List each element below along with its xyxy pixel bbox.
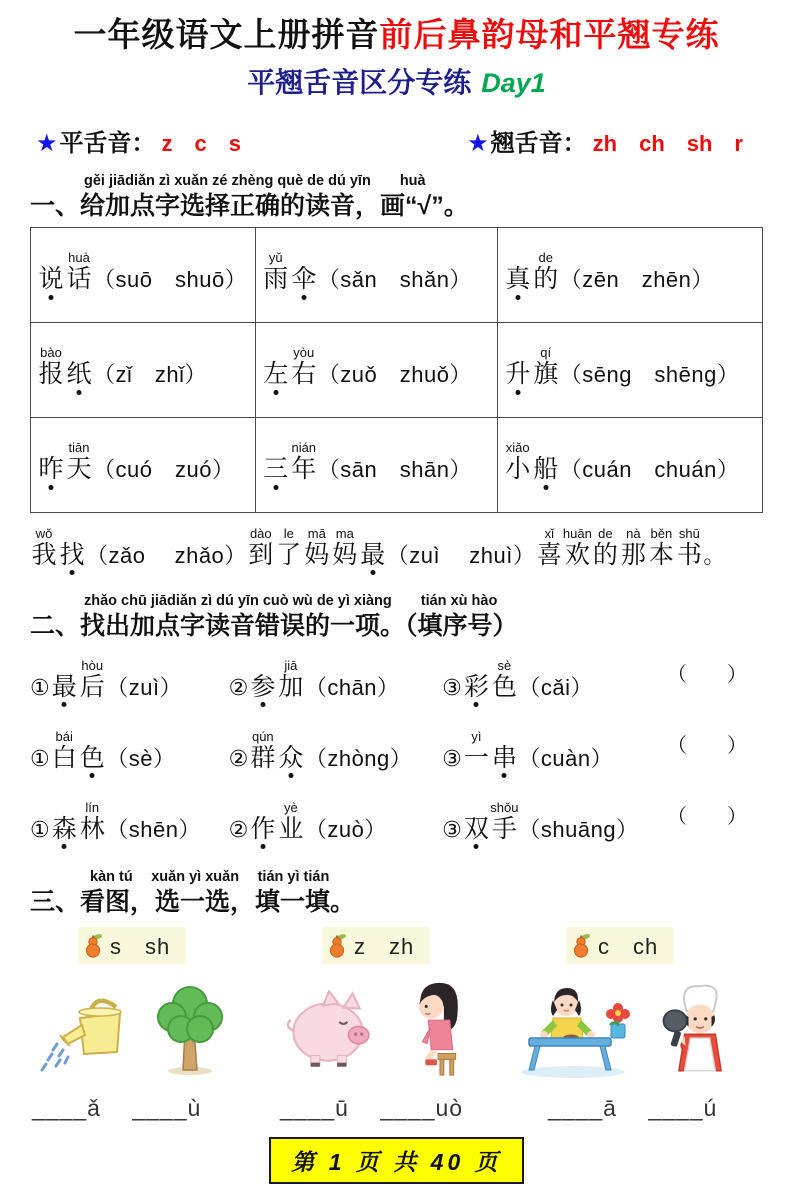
- chef-image: [652, 978, 748, 1080]
- hanzi-char: 群 qún: [250, 728, 276, 772]
- answer-blank: （ ）: [667, 805, 747, 828]
- pinyin-annotation: yì: [471, 728, 482, 744]
- table-cell: [255, 227, 497, 322]
- hanzi-char: 说: [37, 265, 65, 294]
- legend-curl-letters: zh ch sh r: [592, 130, 743, 156]
- legend-flat-tongue: [36, 123, 241, 158]
- emphasis-dot: [515, 295, 520, 300]
- hanzi-char: 纸: [65, 360, 93, 389]
- hanzi-char: 本 běn: [648, 525, 674, 569]
- hanzi-char: 双: [462, 815, 490, 844]
- emphasis-dot: [502, 773, 507, 778]
- text-run: （chān）: [304, 674, 400, 700]
- hanzi-char: 参: [249, 673, 277, 702]
- hanzi-char: 小 xiǎo: [505, 440, 531, 484]
- pinyin-annotation: běn: [650, 525, 673, 541]
- hanzi-char: 到 dào: [248, 525, 274, 569]
- pinyin-annotation: sè: [497, 657, 512, 673]
- text-run: （zhòng）: [304, 745, 413, 771]
- text-run: （cuàn）: [518, 745, 614, 771]
- hanzi-char: 三: [262, 455, 290, 484]
- gourd-icon: [570, 932, 592, 959]
- text-run: （suō shuō）: [93, 267, 248, 293]
- table-cell: [31, 227, 256, 322]
- pinyin-annotation: ma: [335, 525, 354, 541]
- choice-item: [30, 728, 229, 773]
- pinyin-annotation: qún: [251, 728, 274, 744]
- hanzi-char: 森: [50, 815, 78, 844]
- choice-item: [228, 657, 443, 702]
- page-subtitle: [30, 68, 763, 99]
- pinyin-annotation: xǐ: [544, 525, 555, 541]
- hanzi-char: 妈 mā: [304, 525, 330, 569]
- hanzi-char: 报 bào: [38, 345, 64, 389]
- table-cell: [31, 322, 256, 417]
- text-run: 。: [703, 542, 726, 568]
- pinyin-annotation: qí: [540, 345, 552, 361]
- section-2-heading: 二、找出加点字读音错误的一项。（填序号）: [30, 611, 518, 640]
- star-icon: ★: [36, 129, 58, 157]
- subtitle-main: 平翘舌音区分专练: [247, 66, 472, 98]
- hanzi-char: 串: [490, 744, 518, 773]
- pictures: [274, 972, 518, 1080]
- table-cell: [31, 417, 256, 512]
- page-title: [30, 16, 763, 54]
- table-cell: [497, 322, 762, 417]
- pinyin-annotation: hòu: [81, 657, 104, 673]
- text-run: （shuāng）: [518, 816, 639, 842]
- choice-item: [442, 657, 667, 702]
- text-run: （cuán chuán）: [559, 457, 740, 483]
- text-run: ②: [228, 816, 249, 842]
- emphasis-dot: [70, 570, 75, 575]
- hanzi-char: 喜 xǐ: [536, 525, 562, 569]
- emphasis-dot: [49, 485, 54, 490]
- pinyin-annotation: de: [538, 250, 553, 266]
- choice-row-2: [30, 722, 763, 783]
- text-run: ②: [228, 674, 249, 700]
- choice-letters: c ch: [598, 933, 659, 959]
- pinyin-annotation: yè: [283, 799, 298, 815]
- text-run: （zuì）: [106, 674, 183, 700]
- fill-blanks: ____ǎ ____ù: [32, 1094, 202, 1121]
- legend-flat-label: 平舌音：: [59, 129, 156, 157]
- choice-letters: z zh: [354, 933, 415, 959]
- pinyin-annotation: xiǎo: [505, 440, 530, 456]
- hanzi-char: 了 le: [276, 525, 302, 569]
- hanzi-char: 色 sè: [491, 657, 517, 701]
- hanzi-char: 最: [359, 541, 387, 570]
- picture-group-s-sh: [30, 927, 274, 1123]
- text-run: （sān shān）: [317, 457, 472, 483]
- text-run: （cǎi）: [518, 674, 594, 700]
- emphasis-dot: [49, 295, 54, 300]
- gourd-icon: [326, 932, 348, 959]
- pinyin-annotation: le: [283, 525, 294, 541]
- pinyin-annotation: mā: [307, 525, 326, 541]
- gourd-icon: [82, 932, 104, 959]
- question-table: [30, 227, 763, 513]
- emphasis-dot: [62, 844, 67, 849]
- hanzi-char: 一 yì: [463, 728, 489, 772]
- hanzi-char: 业 yè: [278, 799, 304, 843]
- pictures: [518, 972, 762, 1080]
- tree-image: [140, 980, 240, 1080]
- pinyin-annotation: shǒu: [490, 799, 519, 815]
- emphasis-dot: [90, 773, 95, 778]
- hanzi-char: 色: [78, 744, 106, 773]
- choice-item: [442, 799, 667, 844]
- hanzi-char: 船: [532, 455, 560, 484]
- hanzi-char: 我 wǒ: [31, 525, 57, 569]
- table-cell: [497, 227, 762, 322]
- choice-item: [442, 728, 667, 773]
- hanzi-char: 白 bái: [51, 728, 77, 772]
- text-run: （zǐ zhǐ）: [93, 362, 208, 388]
- pinyin-annotation: nián: [291, 440, 317, 456]
- watering-can-image: [32, 980, 132, 1080]
- text-run: （sǎn shǎn）: [317, 267, 472, 293]
- pinyin-annotation: de: [598, 525, 613, 541]
- hanzi-char: 书 shū: [676, 525, 702, 569]
- table-cell: [255, 322, 497, 417]
- picture-group-z-zh: [274, 927, 518, 1123]
- pinyin-annotation: bào: [40, 345, 62, 361]
- page-title-red: 前后鼻韵母和平翘专练: [379, 16, 720, 53]
- choice-item: [228, 728, 443, 773]
- choice-item: [30, 799, 229, 844]
- hanzi-char: 年 nián: [291, 440, 317, 484]
- table-cell: [255, 417, 497, 512]
- hanzi-char: 彩: [462, 673, 490, 702]
- section-3-heading: 三、看图，选一选，填一填。: [30, 887, 356, 916]
- pinyin-annotation: wǒ: [35, 525, 53, 541]
- hanzi-char: 手 shǒu: [490, 799, 519, 843]
- hanzi-char: 左: [262, 360, 290, 389]
- wiping-girl-image: [510, 980, 642, 1080]
- emphasis-dot: [288, 773, 293, 778]
- text-run: ③: [442, 745, 463, 771]
- page-title-black: 一年级语文上册拼音: [73, 16, 380, 53]
- subtitle-day: Day1: [481, 67, 546, 98]
- hanzi-char: 旗 qí: [533, 345, 559, 389]
- fill-blanks: ____ā ____ú: [548, 1094, 718, 1121]
- text-run: （zuò）: [304, 816, 387, 842]
- hanzi-char: 最: [50, 673, 78, 702]
- choice-box: [322, 927, 430, 964]
- section-3-pinyin: kàn tú xuǎn yì xuǎn tián yì tián: [90, 868, 330, 885]
- page-footer: [30, 1137, 763, 1184]
- hanzi-char: 找: [58, 541, 86, 570]
- text-run: ②: [228, 745, 249, 771]
- choice-row-3: [30, 793, 763, 854]
- sentence-question: [30, 523, 763, 578]
- choice-item: [228, 799, 443, 844]
- pinyin-annotation: huān: [562, 525, 592, 541]
- emphasis-dot: [62, 702, 67, 707]
- table-cell: [497, 417, 762, 512]
- choice-row-1: [30, 651, 763, 712]
- table-row: [31, 227, 763, 322]
- text-run: （shēn）: [106, 816, 201, 842]
- table-row: [31, 417, 763, 512]
- pinyin-annotation: lín: [85, 799, 100, 815]
- emphasis-dot: [543, 485, 548, 490]
- text-run: （zuì zhuì）: [386, 542, 536, 568]
- answer-blank: （ ）: [667, 663, 747, 686]
- fill-blanks: ____ū ____uò: [280, 1094, 464, 1121]
- text-run: （zuǒ zhuǒ）: [317, 362, 472, 388]
- star-icon: ★: [467, 129, 489, 157]
- picture-groups: [30, 927, 763, 1123]
- pinyin-annotation: shū: [678, 525, 700, 541]
- emphasis-dot: [77, 390, 82, 395]
- hanzi-char: 众: [277, 744, 305, 773]
- hanzi-char: 妈 ma: [332, 525, 358, 569]
- emphasis-dot: [515, 390, 520, 395]
- pig-image: [274, 978, 376, 1080]
- text-run: ①: [30, 816, 51, 842]
- emphasis-dot: [260, 702, 265, 707]
- hanzi-char: 右 yòu: [291, 345, 317, 389]
- hanzi-char: 的 de: [592, 525, 618, 569]
- pinyin-annotation: jiā: [284, 657, 298, 673]
- legend-curl-label: 翘舌音：: [490, 129, 587, 157]
- text-run: （sè）: [106, 745, 176, 771]
- hanzi-char: 雨 yǔ: [263, 250, 289, 294]
- hanzi-char: 那 nà: [620, 525, 646, 569]
- emphasis-dot: [273, 485, 278, 490]
- emphasis-dot: [370, 570, 375, 575]
- section-1: [30, 174, 763, 221]
- page-number-badge: 第 1 页 共 40 页: [269, 1137, 523, 1184]
- hanzi-char: 加 jiā: [278, 657, 304, 701]
- emphasis-dot: [273, 390, 278, 395]
- sitting-girl-image: [398, 977, 478, 1080]
- hanzi-char: 伞: [290, 265, 318, 294]
- section-2-pinyin: zhǎo chū jiādiǎn zì dú yīn cuò wù de yì xiàng tián xù hào: [84, 592, 498, 609]
- text-run: （zǎo zhǎo）: [86, 542, 247, 568]
- pinyin-annotation: yǔ: [268, 250, 283, 266]
- pinyin-annotation: yòu: [293, 345, 315, 361]
- pinyin-annotation: huà: [68, 250, 90, 266]
- text-run: ③: [442, 816, 463, 842]
- text-run: ①: [30, 674, 51, 700]
- emphasis-dot: [474, 844, 479, 849]
- hanzi-char: 欢 huān: [562, 525, 592, 569]
- text-run: （zēn zhēn）: [559, 267, 714, 293]
- picture-group-c-ch: [518, 927, 762, 1123]
- hanzi-char: 的 de: [533, 250, 559, 294]
- hanzi-char: 昨: [37, 455, 65, 484]
- hanzi-char: 话 huà: [66, 250, 92, 294]
- legend-curl-tongue: [467, 123, 743, 158]
- emphasis-dot: [260, 844, 265, 849]
- text-run: （sēng shēng）: [559, 362, 740, 388]
- choice-box: [566, 927, 674, 964]
- table-row: [31, 322, 763, 417]
- pinyin-annotation: dào: [249, 525, 272, 541]
- answer-blank: （ ）: [667, 734, 747, 757]
- hanzi-char: 后 hòu: [79, 657, 105, 701]
- choice-letters: s sh: [110, 933, 171, 959]
- pinyin-annotation: tiān: [68, 440, 90, 456]
- section-3: [30, 870, 763, 917]
- choice-box: [78, 927, 186, 964]
- emphasis-dot: [301, 295, 306, 300]
- hanzi-char: 天 tiān: [66, 440, 92, 484]
- text-run: ①: [30, 745, 51, 771]
- hanzi-char: 林 lín: [79, 799, 105, 843]
- hanzi-char: 升: [504, 360, 532, 389]
- section-1-pinyin: gěi jiādiǎn zì xuǎn zé zhèng què de dú yīn huà: [84, 172, 426, 189]
- legend-flat-letters: z c s: [161, 130, 241, 156]
- choice-item: [30, 657, 229, 702]
- section-1-heading: 一、给加点字选择正确的读音，画“√”。: [30, 191, 469, 220]
- pictures: [30, 972, 274, 1080]
- text-run: （cuó zuó）: [93, 457, 235, 483]
- sound-legend: [30, 123, 763, 158]
- hanzi-char: 作: [249, 815, 277, 844]
- section-2: [30, 594, 763, 641]
- pinyin-annotation: bái: [55, 728, 73, 744]
- hanzi-char: 真: [504, 265, 532, 294]
- text-run: ③: [442, 674, 463, 700]
- emphasis-dot: [474, 702, 479, 707]
- pinyin-annotation: nà: [626, 525, 641, 541]
